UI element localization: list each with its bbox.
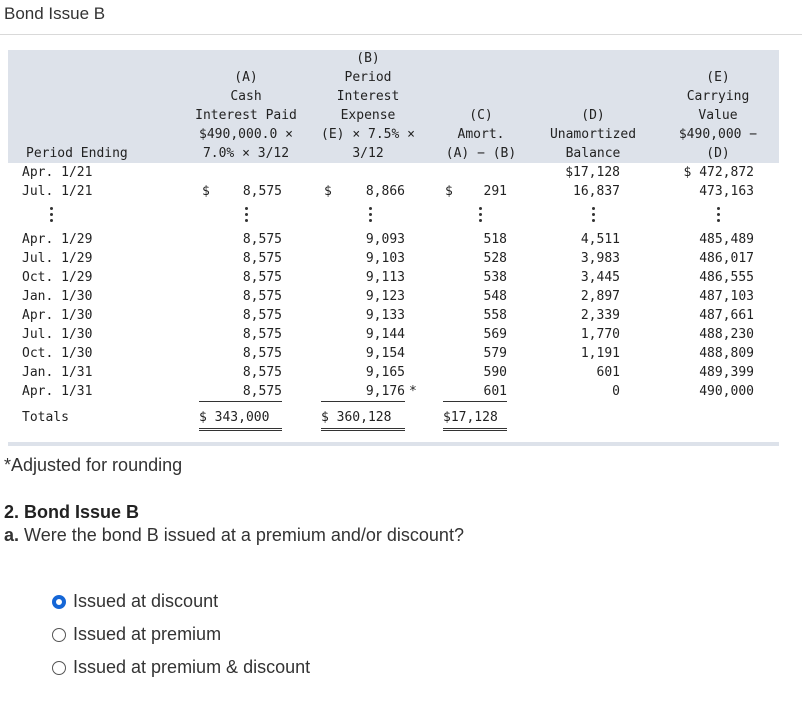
cell-col-a: 8,575 <box>242 384 282 399</box>
cell-col-b: 9,154 <box>365 346 405 361</box>
cell-col-d: 3,445 <box>580 270 620 285</box>
header-e-line: Value <box>698 108 738 123</box>
cell-period: Apr. 1/30 <box>22 308 93 323</box>
question-heading: 2. Bond Issue B <box>4 502 140 522</box>
question-prompt: Were the bond B issued at a premium and/or discount? <box>24 525 464 545</box>
vertical-ellipsis-icon <box>717 207 721 225</box>
header-a-line: Cash <box>230 89 262 104</box>
cell-period: Oct. 1/29 <box>22 270 93 285</box>
header-b-line: Expense <box>340 108 396 123</box>
cell-col-a: 8,575 <box>242 251 282 266</box>
cell-col-b: 9,133 <box>365 308 405 323</box>
header-e-line: (E) <box>706 70 730 85</box>
option-issued-at-premium[interactable] <box>52 624 221 645</box>
option-label: Issued at discount <box>73 591 219 611</box>
cell-col-c: 548 <box>483 289 507 304</box>
header-unamortized-balance <box>538 106 648 163</box>
cell-period: Jul. 1/30 <box>22 327 93 342</box>
cell-col-e: 487,661 <box>699 308 754 323</box>
total-rule-c <box>443 401 507 402</box>
option-issued-at-premium-and-discount[interactable] <box>52 657 310 678</box>
rounding-asterisk: * <box>409 384 417 399</box>
cell-col-a: 8,575 <box>242 289 282 304</box>
cell-period: Apr. 1/21 <box>22 165 93 180</box>
rounding-footnote: *Adjusted for rounding <box>4 455 183 475</box>
option-label: Issued at premium <box>73 624 222 644</box>
cell-col-d: $17,128 <box>565 165 620 180</box>
header-b-line: (E) × 7.5% × <box>321 127 415 142</box>
cell-col-b: 9,176 <box>365 384 405 399</box>
header-b-line: Period <box>344 70 392 85</box>
cell-col-d: 4,511 <box>580 232 620 247</box>
header-a-line: (A) <box>234 70 258 85</box>
cell-col-b: 9,103 <box>365 251 405 266</box>
cell-col-c: 528 <box>483 251 507 266</box>
header-d-line: Unamortized <box>549 127 637 142</box>
cell-col-d: 601 <box>596 365 620 380</box>
cell-col-d: 0 <box>612 384 620 399</box>
table-bottom-band <box>8 442 779 446</box>
total-cash-interest: $ 343,000 <box>199 410 270 425</box>
cell-col-a: 8,575 <box>242 270 282 285</box>
cell-col-e: 488,230 <box>699 327 754 342</box>
cell-period: Apr. 1/31 <box>22 384 93 399</box>
header-c-line: (A) − (B) <box>445 146 517 161</box>
cell-col-d: 2,897 <box>580 289 620 304</box>
total-double-rule-b <box>321 428 405 431</box>
cell-col-a: 8,575 <box>242 346 282 361</box>
cell-col-e: 486,555 <box>699 270 754 285</box>
cell-period: Oct. 1/30 <box>22 346 93 361</box>
dollar-sign-b: $ <box>324 184 332 199</box>
title-divider <box>0 34 802 35</box>
total-rule-a <box>199 401 282 402</box>
cell-col-b: 9,113 <box>365 270 405 285</box>
cell-col-c: 538 <box>483 270 507 285</box>
header-interest-expense <box>308 49 428 163</box>
option-label: Issued at premium & discount <box>73 657 311 677</box>
cell-col-c: 518 <box>483 232 507 247</box>
total-amortization: $17,128 <box>443 410 498 425</box>
cell-col-d: 1,770 <box>580 327 620 342</box>
total-rule-b <box>321 401 405 402</box>
dollar-sign-c: $ <box>445 184 453 199</box>
header-d-line: (D) <box>581 108 605 123</box>
cell-period: Jan. 1/30 <box>22 289 93 304</box>
cell-col-e: 473,163 <box>699 184 754 199</box>
cell-col-e: 485,489 <box>699 232 754 247</box>
cell-period: Apr. 1/29 <box>22 232 93 247</box>
dollar-sign-a: $ <box>202 184 210 199</box>
option-issued-at-discount[interactable] <box>52 591 218 612</box>
header-carrying-value <box>663 68 773 163</box>
cell-col-b: 9,093 <box>365 232 405 247</box>
vertical-ellipsis-icon <box>369 207 373 225</box>
header-period-line: Period Ending <box>26 146 128 161</box>
header-d-line: Balance <box>565 146 621 161</box>
header-a-line: $490,000.0 × <box>199 127 293 142</box>
question-part: a. <box>4 525 20 545</box>
cell-col-e: 488,809 <box>699 346 754 361</box>
cell-col-a: 8,575 <box>242 327 282 342</box>
vertical-ellipsis-icon <box>245 207 249 225</box>
cell-col-e: 486,017 <box>699 251 754 266</box>
cell-col-c: 601 <box>483 384 507 399</box>
cell-col-a: 8,575 <box>242 232 282 247</box>
total-double-rule-c <box>443 428 507 431</box>
totals-label: Totals <box>22 410 69 425</box>
cell-col-d: 1,191 <box>580 346 620 361</box>
cell-col-b: 9,165 <box>365 365 405 380</box>
header-cash-interest <box>180 68 312 163</box>
vertical-ellipsis-icon <box>50 207 54 225</box>
total-interest-expense: $ 360,128 <box>321 410 392 425</box>
cell-period: Jan. 1/31 <box>22 365 93 380</box>
cell-col-c: 558 <box>483 308 507 323</box>
cell-col-e: 490,000 <box>699 384 754 399</box>
cell-period: Jul. 1/21 <box>22 184 93 199</box>
header-period <box>26 144 166 163</box>
cell-col-d: 3,983 <box>580 251 620 266</box>
cell-col-c: 569 <box>483 327 507 342</box>
header-a-line: Interest Paid <box>195 108 297 123</box>
cell-col-b: 9,144 <box>365 327 405 342</box>
cell-col-e: 487,103 <box>699 289 754 304</box>
cell-col-a: 8,575 <box>242 308 282 323</box>
header-b-line: (B) <box>356 51 380 66</box>
vertical-ellipsis-icon <box>592 207 596 225</box>
cell-col-d: 2,339 <box>580 308 620 323</box>
cell-col-d: 16,837 <box>573 184 620 199</box>
cell-col-e: 489,399 <box>699 365 754 380</box>
header-c-line: (C) <box>469 108 493 123</box>
question-text <box>4 525 464 546</box>
total-double-rule-a <box>199 428 282 431</box>
cell-col-c: 291 <box>483 184 507 199</box>
header-b-line: 3/12 <box>352 146 384 161</box>
cell-col-c: 590 <box>483 365 507 380</box>
cell-col-a: 8,575 <box>242 365 282 380</box>
header-amortization <box>433 106 529 163</box>
header-b-line: Interest <box>336 89 400 104</box>
header-e-line: (D) <box>706 146 730 161</box>
header-a-line: 7.0% × 3/12 <box>202 146 290 161</box>
radio-button[interactable] <box>52 661 66 675</box>
cell-period: Jul. 1/29 <box>22 251 93 266</box>
vertical-ellipsis-icon <box>479 207 483 225</box>
cell-col-b: 9,123 <box>365 289 405 304</box>
cell-col-b: 8,866 <box>365 184 405 199</box>
header-e-line: Carrying <box>686 89 750 104</box>
radio-button[interactable] <box>52 628 66 642</box>
cell-col-c: 579 <box>483 346 507 361</box>
header-e-line: $490,000 − <box>678 127 758 142</box>
page-title: Bond Issue B <box>4 4 106 23</box>
cell-col-a: 8,575 <box>242 184 282 199</box>
cell-col-e: $ 472,872 <box>683 165 754 180</box>
header-c-line: Amort. <box>457 127 505 142</box>
radio-button[interactable] <box>52 595 66 609</box>
